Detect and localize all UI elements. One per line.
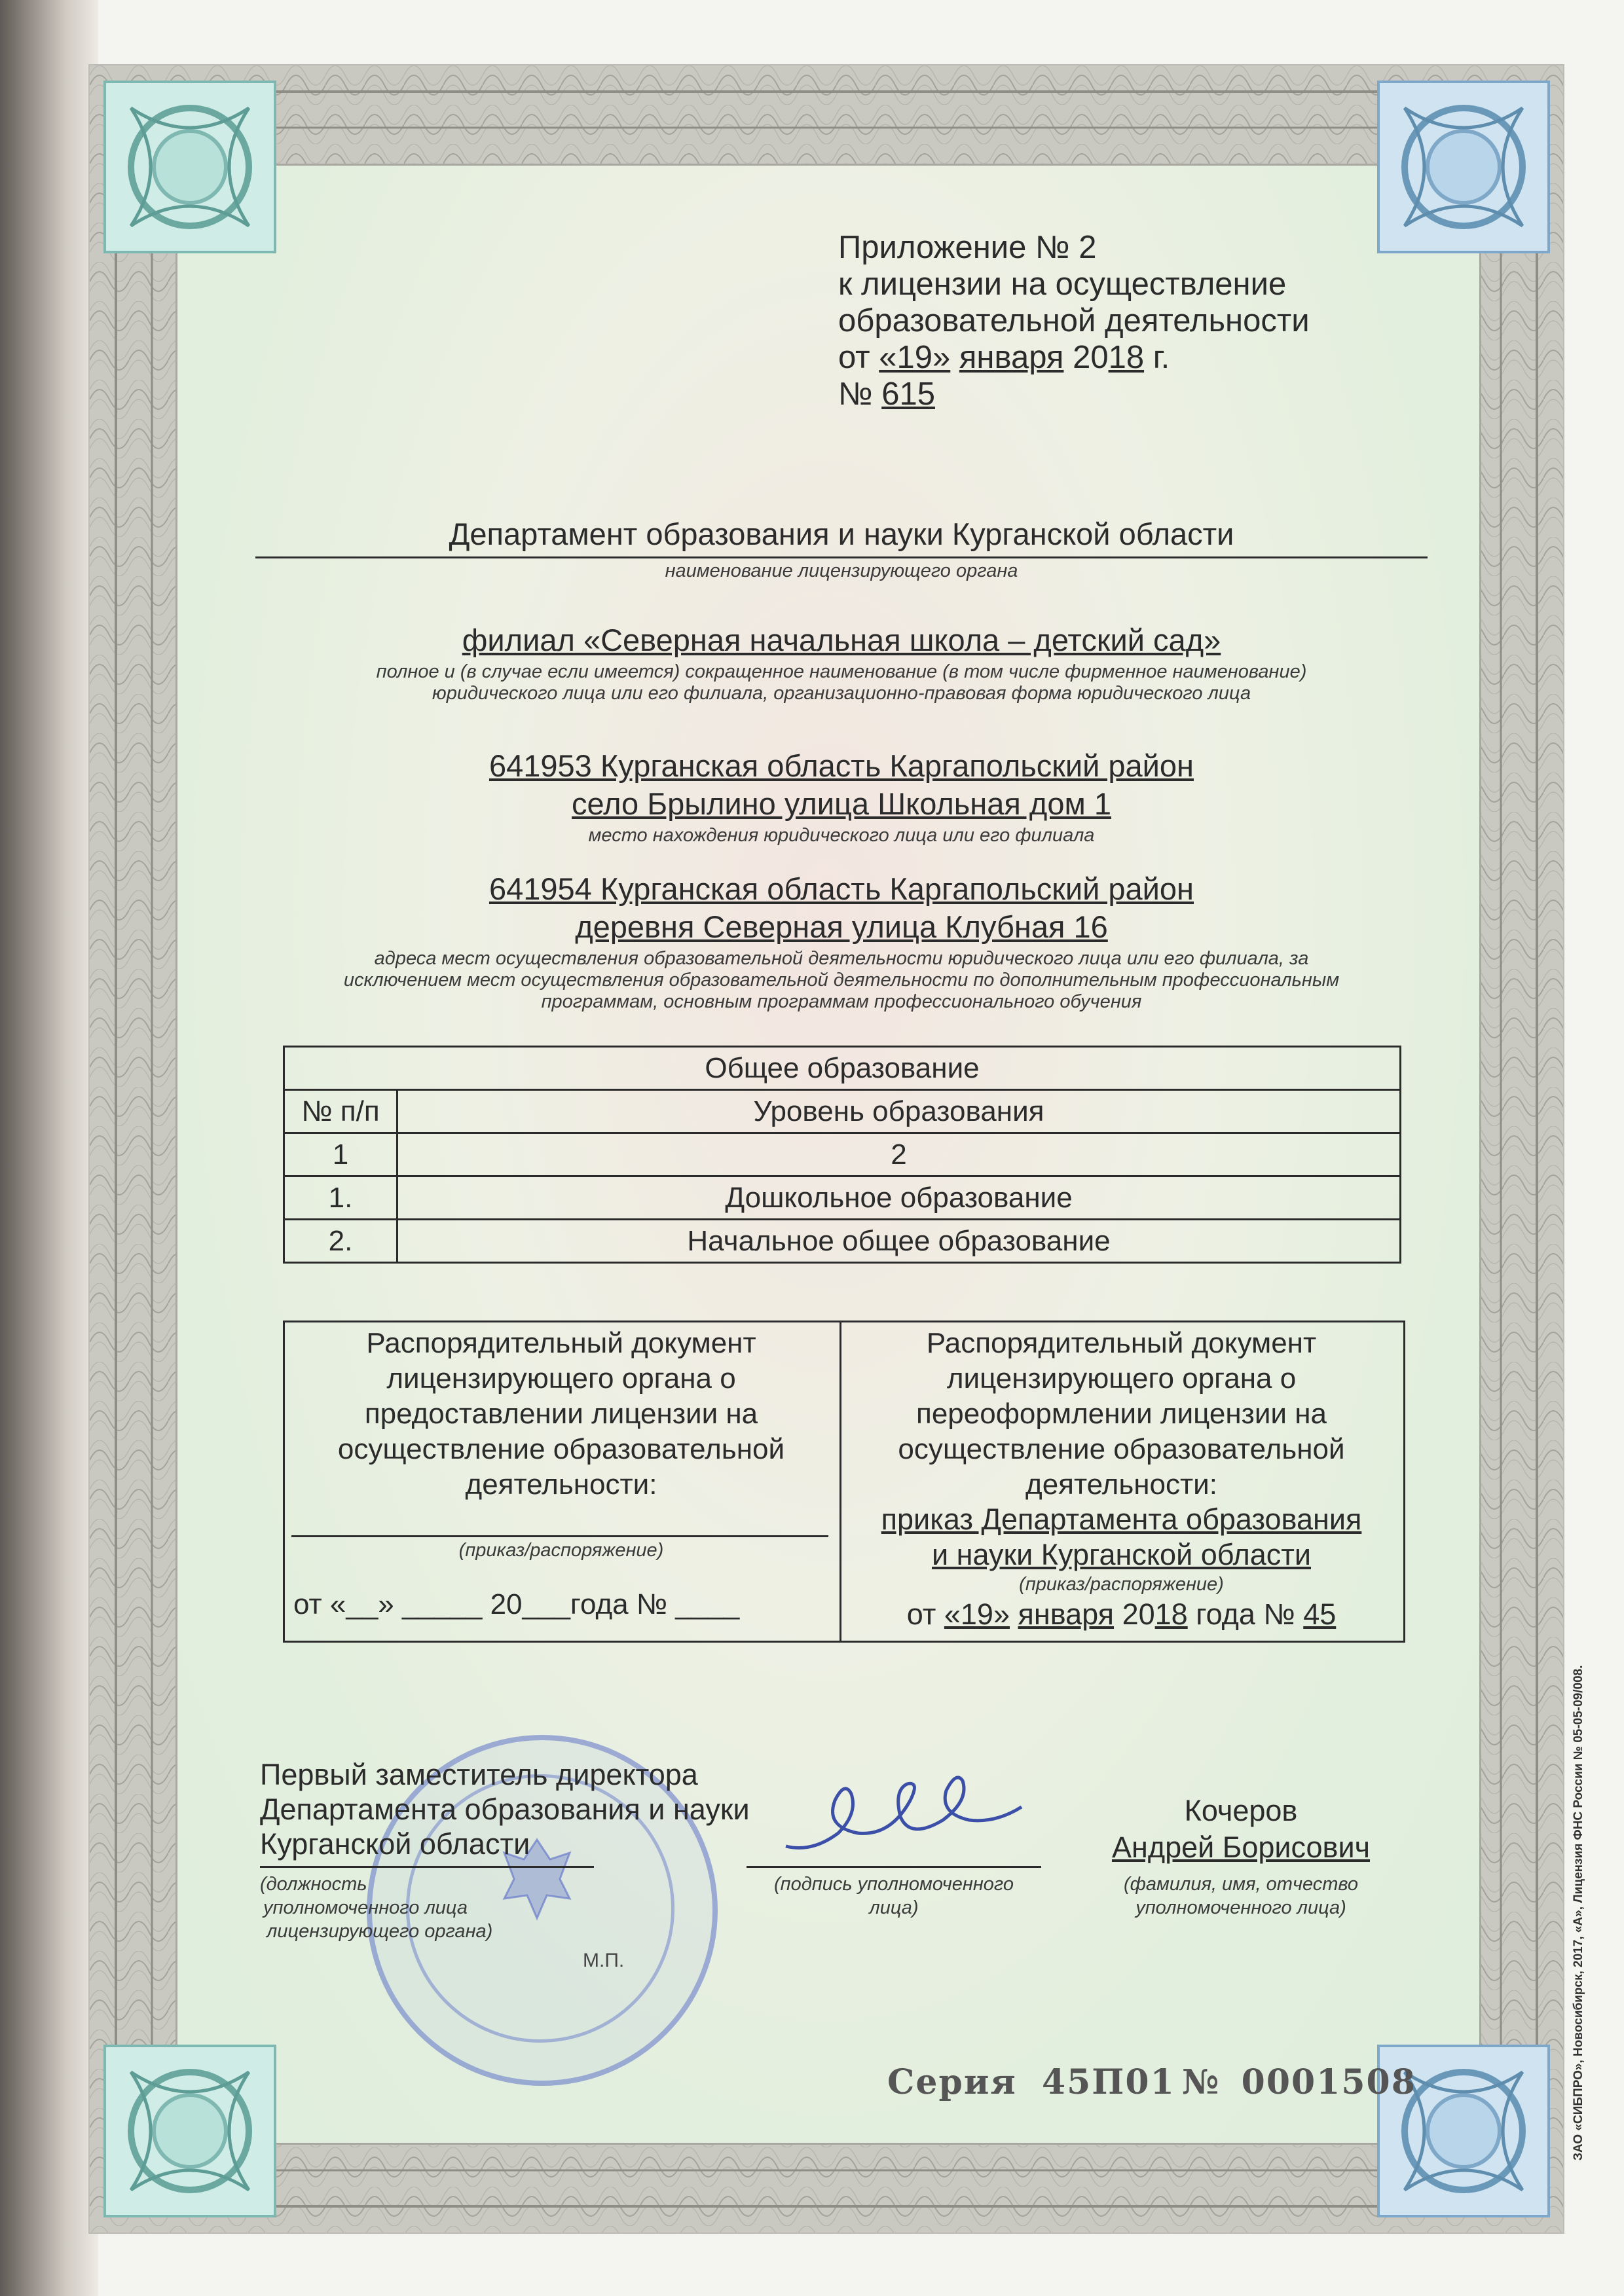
activity-address-line: деревня Северная улица Клубная 16 xyxy=(575,909,1108,944)
authority-caption: наименование лицензирующего органа xyxy=(665,560,1018,581)
signatory-name-caption xyxy=(1087,1872,1395,1920)
blank-series xyxy=(887,2062,1175,2102)
reissue-date-line xyxy=(841,1597,1401,1631)
name-caption-line: (фамилия, имя, отчество xyxy=(1123,1874,1359,1895)
reissue-date-prefix: от xyxy=(906,1597,944,1631)
date-month: января xyxy=(959,340,1064,375)
corner-ornament xyxy=(92,69,288,265)
date-year-suffix: 18 xyxy=(1108,340,1145,375)
reissue-document-line: переоформлении лицензии на xyxy=(916,1398,1327,1430)
reissue-document-line: деятельности: xyxy=(1025,1468,1217,1501)
location-caption: место нахождения юридического лица или его филиала xyxy=(588,825,1095,846)
date-suffix: г. xyxy=(1144,340,1170,375)
series-label: Серия xyxy=(887,2062,1017,2102)
reissue-date-year-prefix: 20 xyxy=(1122,1597,1155,1631)
reissue-date-year-suffix: 18 xyxy=(1154,1597,1188,1631)
row-number: 1. xyxy=(284,1176,397,1220)
issue-document-line: предоставлении лицензии на xyxy=(364,1398,758,1430)
reissue-document-line: лицензирующего органа о xyxy=(946,1362,1297,1394)
table-row xyxy=(284,1176,1401,1220)
date-year-prefix: 20 xyxy=(1073,340,1109,375)
signature-caption xyxy=(730,1872,1058,1920)
activity-address-caption: адреса мест осуществления образовательной деятельности юридического лица или его филиала, за xyxy=(374,948,1309,969)
appendix-date xyxy=(838,339,1170,376)
location-line: 641953 Курганская область Каргапольский район xyxy=(489,748,1194,783)
issue-document-text xyxy=(283,1326,840,1503)
signature-underline xyxy=(747,1866,1041,1868)
appendix-line: образовательной деятельности xyxy=(838,303,1310,338)
reissue-date-mid: года № xyxy=(1187,1597,1304,1631)
row-number: 2. xyxy=(284,1220,397,1263)
position-underline xyxy=(260,1866,594,1868)
organization-name: филиал «Северная начальная школа – детский сад» xyxy=(462,623,1221,657)
number-label: № xyxy=(1182,2062,1221,2102)
education-table xyxy=(283,1046,1401,1264)
license-number xyxy=(838,376,935,412)
issue-order-blank xyxy=(291,1535,828,1537)
reissue-order-caption: (приказ/распоряжение) xyxy=(1019,1574,1224,1595)
issue-document-line: осуществление образовательной xyxy=(337,1433,785,1465)
table-row xyxy=(284,1220,1401,1263)
corner-ornament xyxy=(92,2033,288,2229)
row-level: Дошкольное образование xyxy=(397,1176,1401,1220)
issue-order-caption: (приказ/распоряжение) xyxy=(458,1540,664,1561)
column-header-level: Уровень образования xyxy=(397,1090,1401,1133)
position-caption-line: лицензирующего органа) xyxy=(267,1921,493,1942)
date-day: «19» xyxy=(879,340,951,375)
position-line: Курганской области xyxy=(260,1827,530,1861)
reissue-document-line: осуществление образовательной xyxy=(898,1433,1345,1465)
scanned-page-edge xyxy=(0,0,98,2296)
reissue-date-day: «19» xyxy=(944,1597,1010,1631)
reissue-order-line: приказ Департамента образования xyxy=(881,1503,1362,1536)
reissue-document-text xyxy=(841,1326,1401,1503)
position-line: Департамента образования и науки xyxy=(260,1793,750,1826)
authority-name: Департамент образования и науки Курганской области xyxy=(449,517,1234,551)
organization-caption: полное и (в случае если имеется) сокращенное наименование (в том числе фирменное наименование) xyxy=(376,661,1307,682)
blank-number xyxy=(1182,2062,1416,2102)
activity-address-line: 641954 Курганская область Каргапольский район xyxy=(489,871,1194,906)
license-number-prefix: № xyxy=(838,376,882,412)
column-header-number: № п/п xyxy=(284,1090,397,1133)
name-caption-line: уполномоченного лица) xyxy=(1135,1897,1346,1918)
row-level: Начальное общее образование xyxy=(397,1220,1401,1263)
date-prefix: от xyxy=(838,340,879,375)
issue-document-line: деятельности: xyxy=(465,1468,657,1501)
appendix-title: Приложение № 2 xyxy=(838,230,1097,265)
signature-caption-line: (подпись уполномоченного xyxy=(773,1874,1014,1895)
reissue-date-number: 45 xyxy=(1303,1597,1337,1631)
printer-note: ЗАО «СИБПРО», Новосибирск, 2017, «А», Лицензия ФНС России № 05-05-09/008. xyxy=(1572,1665,1585,2160)
education-table-title: Общее образование xyxy=(284,1047,1401,1090)
position-caption xyxy=(260,1872,492,1943)
activity-address-caption: исключением мест осуществления образовательной деятельности по дополнительным профессиональным xyxy=(343,970,1340,991)
corner-ornament xyxy=(1365,69,1562,265)
number-value: 0001508 xyxy=(1241,2062,1416,2102)
issue-document-line: Распорядительный документ xyxy=(366,1327,756,1359)
position-caption-line: (должность xyxy=(260,1874,367,1895)
license-number-value: 615 xyxy=(881,376,935,412)
position-caption-line: уполномоченного лица xyxy=(263,1897,468,1918)
issue-document-line: лицензирующего органа о xyxy=(386,1362,736,1394)
signatory-surname: Кочеров xyxy=(1184,1794,1298,1827)
handwritten-signature xyxy=(773,1755,1048,1866)
appendix-line: к лицензии на осуществление xyxy=(838,266,1287,302)
index-cell: 2 xyxy=(397,1133,1401,1176)
issue-date-line: от «__» _____ 20___года № ____ xyxy=(293,1588,740,1620)
activity-address-caption: программам, основным программам профессионального обучения xyxy=(541,991,1142,1012)
authority-underline xyxy=(255,556,1428,558)
signatory-name: Андрей Борисович xyxy=(1111,1831,1371,1864)
index-cell: 1 xyxy=(284,1133,397,1176)
reissue-date-month: января xyxy=(1018,1597,1115,1631)
signature-caption-line: лица) xyxy=(869,1897,919,1918)
location-line: село Брылино улица Школьная дом 1 xyxy=(572,786,1111,821)
stamp-label: М.П. xyxy=(583,1950,625,1971)
organization-caption: юридического лица или его филиала, организационно-правовая форма юридического лица xyxy=(432,683,1251,704)
position-line: Первый заместитель директора xyxy=(260,1758,698,1791)
series-value: 45П01 xyxy=(1041,2062,1175,2102)
reissue-document-line: Распорядительный документ xyxy=(926,1327,1317,1359)
signatory-position xyxy=(260,1757,750,1861)
reissue-order-line: и науки Курганской области xyxy=(931,1538,1312,1571)
